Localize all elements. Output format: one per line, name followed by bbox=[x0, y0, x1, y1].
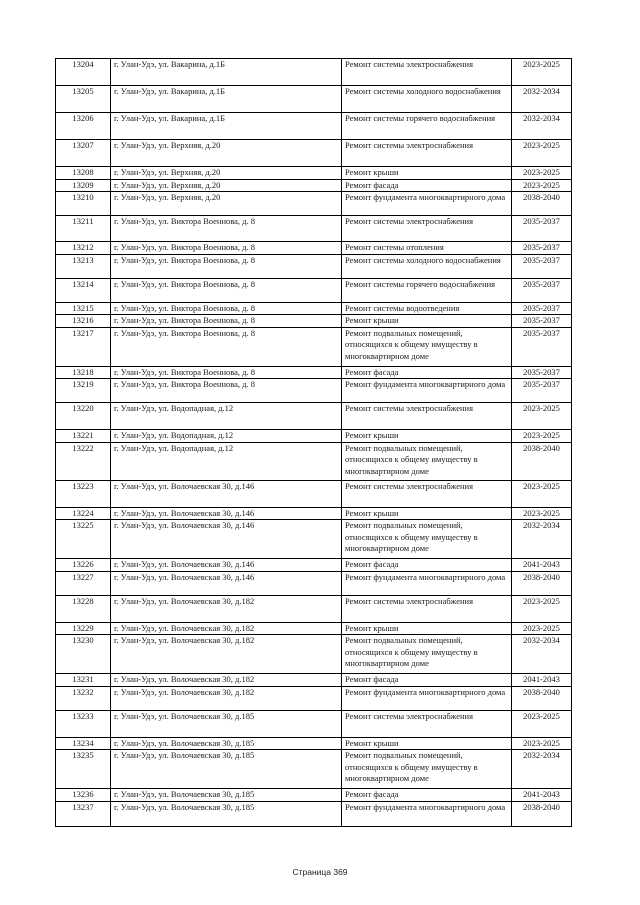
period-cell: 2035-2037 bbox=[512, 366, 572, 379]
address-cell: г. Улан-Удэ, ул. Водопадная, д.12 bbox=[111, 430, 342, 443]
work-type-cell: Ремонт системы электроснабжения bbox=[342, 480, 512, 507]
work-type-cell: Ремонт системы водоотведения bbox=[342, 302, 512, 315]
work-type-cell: Ремонт фасада bbox=[342, 674, 512, 687]
row-id-cell: 13220 bbox=[56, 403, 111, 430]
work-type-cell: Ремонт крыши bbox=[342, 737, 512, 750]
address-cell: г. Улан-Удэ, ул. Волочаевская 30, д.185 bbox=[111, 737, 342, 750]
work-type-cell: Ремонт фундамента многоквартирного дома bbox=[342, 379, 512, 403]
address-cell: г. Улан-Удэ, ул. Волочаевская 30, д.185 bbox=[111, 789, 342, 802]
row-id-cell: 13208 bbox=[56, 167, 111, 180]
period-cell: 2023-2025 bbox=[512, 140, 572, 167]
work-type-cell: Ремонт крыши bbox=[342, 430, 512, 443]
row-id-cell: 13223 bbox=[56, 480, 111, 507]
address-cell: г. Улан-Удэ, ул. Вакарина, д.1Б bbox=[111, 113, 342, 140]
period-cell: 2032-2034 bbox=[512, 635, 572, 674]
repair-schedule-table bbox=[55, 58, 572, 827]
period-cell: 2023-2025 bbox=[512, 710, 572, 737]
table-row bbox=[56, 278, 572, 302]
table-row bbox=[56, 710, 572, 737]
row-id-cell: 13233 bbox=[56, 710, 111, 737]
row-id-cell: 13237 bbox=[56, 801, 111, 826]
work-type-cell: Ремонт фасада bbox=[342, 559, 512, 572]
row-id-cell: 13226 bbox=[56, 559, 111, 572]
period-cell: 2038-2040 bbox=[512, 442, 572, 480]
work-type-cell: Ремонт фундамента многоквартирного дома bbox=[342, 571, 512, 595]
address-cell: г. Улан-Удэ, ул. Виктора Военнова, д. 8 bbox=[111, 379, 342, 403]
table-row bbox=[56, 789, 572, 802]
address-cell: г. Улан-Удэ, ул. Верхняя, д.20 bbox=[111, 140, 342, 167]
row-id-cell: 13215 bbox=[56, 302, 111, 315]
address-cell: г. Улан-Удэ, ул. Верхняя, д.20 bbox=[111, 167, 342, 180]
period-cell: 2035-2037 bbox=[512, 254, 572, 278]
table-row bbox=[56, 403, 572, 430]
row-id-cell: 13232 bbox=[56, 686, 111, 710]
period-cell: 2041-2043 bbox=[512, 789, 572, 802]
table-row bbox=[56, 442, 572, 480]
work-type-cell: Ремонт системы холодного водоснабжения bbox=[342, 254, 512, 278]
row-id-cell: 13235 bbox=[56, 750, 111, 789]
work-type-cell: Ремонт фундамента многоквартирного дома bbox=[342, 192, 512, 216]
row-id-cell: 13225 bbox=[56, 520, 111, 559]
address-cell: г. Улан-Удэ, ул. Волочаевская 30, д.146 bbox=[111, 571, 342, 595]
table-row bbox=[56, 635, 572, 674]
work-type-cell: Ремонт крыши bbox=[342, 315, 512, 328]
table-row bbox=[56, 430, 572, 443]
table-row bbox=[56, 113, 572, 140]
table-row bbox=[56, 366, 572, 379]
address-cell: г. Улан-Удэ, ул. Волочаевская 30, д.182 bbox=[111, 686, 342, 710]
period-cell: 2032-2034 bbox=[512, 520, 572, 559]
period-cell: 2023-2025 bbox=[512, 59, 572, 86]
address-cell: г. Улан-Удэ, ул. Виктора Военнова, д. 8 bbox=[111, 242, 342, 255]
address-cell: г. Улан-Удэ, ул. Волочаевская 30, д.146 bbox=[111, 480, 342, 507]
period-cell: 2032-2034 bbox=[512, 86, 572, 113]
period-cell: 2023-2025 bbox=[512, 430, 572, 443]
row-id-cell: 13216 bbox=[56, 315, 111, 328]
address-cell: г. Улан-Удэ, ул. Вакарина, д.1Б bbox=[111, 86, 342, 113]
work-type-cell: Ремонт фундамента многоквартирного дома bbox=[342, 686, 512, 710]
page-number: Страница 369 bbox=[292, 867, 348, 877]
work-type-cell: Ремонт системы холодного водоснабжения bbox=[342, 86, 512, 113]
table-row bbox=[56, 571, 572, 595]
table-row bbox=[56, 192, 572, 216]
period-cell: 2035-2037 bbox=[512, 315, 572, 328]
row-id-cell: 13211 bbox=[56, 216, 111, 242]
period-cell: 2032-2034 bbox=[512, 750, 572, 789]
work-type-cell: Ремонт системы электроснабжения bbox=[342, 403, 512, 430]
period-cell: 2035-2037 bbox=[512, 216, 572, 242]
table-row bbox=[56, 216, 572, 242]
address-cell: г. Улан-Удэ, ул. Волочаевская 30, д.182 bbox=[111, 674, 342, 687]
table-row bbox=[56, 674, 572, 687]
period-cell: 2023-2025 bbox=[512, 179, 572, 192]
table-row bbox=[56, 242, 572, 255]
row-id-cell: 13214 bbox=[56, 278, 111, 302]
row-id-cell: 13213 bbox=[56, 254, 111, 278]
period-cell: 2035-2037 bbox=[512, 278, 572, 302]
work-type-cell: Ремонт крыши bbox=[342, 507, 512, 520]
work-type-cell: Ремонт системы горячего водоснабжения bbox=[342, 278, 512, 302]
work-type-cell: Ремонт фундамента многоквартирного дома bbox=[342, 801, 512, 826]
row-id-cell: 13222 bbox=[56, 442, 111, 480]
row-id-cell: 13229 bbox=[56, 622, 111, 635]
period-cell: 2038-2040 bbox=[512, 571, 572, 595]
table-row bbox=[56, 327, 572, 366]
row-id-cell: 13230 bbox=[56, 635, 111, 674]
address-cell: г. Улан-Удэ, ул. Виктора Военнова, д. 8 bbox=[111, 254, 342, 278]
work-type-cell: Ремонт системы электроснабжения bbox=[342, 216, 512, 242]
table-body bbox=[56, 59, 572, 827]
address-cell: г. Улан-Удэ, ул. Волочаевская 30, д.146 bbox=[111, 520, 342, 559]
period-cell: 2038-2040 bbox=[512, 192, 572, 216]
period-cell: 2023-2025 bbox=[512, 507, 572, 520]
work-type-cell: Ремонт фасада bbox=[342, 366, 512, 379]
period-cell: 2023-2025 bbox=[512, 167, 572, 180]
row-id-cell: 13224 bbox=[56, 507, 111, 520]
table-row bbox=[56, 801, 572, 826]
address-cell: г. Улан-Удэ, ул. Волочаевская 30, д.185 bbox=[111, 710, 342, 737]
period-cell: 2038-2040 bbox=[512, 686, 572, 710]
address-cell: г. Улан-Удэ, ул. Волочаевская 30, д.185 bbox=[111, 801, 342, 826]
table-row bbox=[56, 520, 572, 559]
table-row bbox=[56, 167, 572, 180]
table-row bbox=[56, 59, 572, 86]
table-row bbox=[56, 622, 572, 635]
table-row bbox=[56, 86, 572, 113]
address-cell: г. Улан-Удэ, ул. Верхняя, д.20 bbox=[111, 179, 342, 192]
work-type-cell: Ремонт крыши bbox=[342, 167, 512, 180]
period-cell: 2023-2025 bbox=[512, 622, 572, 635]
table-row bbox=[56, 686, 572, 710]
address-cell: г. Улан-Удэ, ул. Верхняя, д.20 bbox=[111, 192, 342, 216]
table-row bbox=[56, 750, 572, 789]
work-type-cell: Ремонт системы электроснабжения bbox=[342, 710, 512, 737]
row-id-cell: 13227 bbox=[56, 571, 111, 595]
period-cell: 2023-2025 bbox=[512, 480, 572, 507]
table-row bbox=[56, 254, 572, 278]
period-cell: 2035-2037 bbox=[512, 242, 572, 255]
row-id-cell: 13234 bbox=[56, 737, 111, 750]
work-type-cell: Ремонт системы электроснабжения bbox=[342, 140, 512, 167]
row-id-cell: 13205 bbox=[56, 86, 111, 113]
row-id-cell: 13221 bbox=[56, 430, 111, 443]
period-cell: 2023-2025 bbox=[512, 403, 572, 430]
row-id-cell: 13204 bbox=[56, 59, 111, 86]
row-id-cell: 13210 bbox=[56, 192, 111, 216]
period-cell: 2023-2025 bbox=[512, 595, 572, 622]
table-row bbox=[56, 595, 572, 622]
table-row bbox=[56, 507, 572, 520]
address-cell: г. Улан-Удэ, ул. Виктора Военнова, д. 8 bbox=[111, 315, 342, 328]
row-id-cell: 13209 bbox=[56, 179, 111, 192]
row-id-cell: 13207 bbox=[56, 140, 111, 167]
period-cell: 2041-2043 bbox=[512, 674, 572, 687]
address-cell: г. Улан-Удэ, ул. Водопадная, д.12 bbox=[111, 403, 342, 430]
period-cell: 2038-2040 bbox=[512, 801, 572, 826]
period-cell: 2032-2034 bbox=[512, 113, 572, 140]
address-cell: г. Улан-Удэ, ул. Виктора Военнова, д. 8 bbox=[111, 302, 342, 315]
period-cell: 2041-2043 bbox=[512, 559, 572, 572]
row-id-cell: 13206 bbox=[56, 113, 111, 140]
row-id-cell: 13219 bbox=[56, 379, 111, 403]
table-row bbox=[56, 480, 572, 507]
work-type-cell: Ремонт подвальных помещений, относящихся к общему имуществу в многоквартирном доме bbox=[342, 442, 512, 480]
table-row bbox=[56, 379, 572, 403]
work-type-cell: Ремонт фасада bbox=[342, 789, 512, 802]
address-cell: г. Улан-Удэ, ул. Волочаевская 30, д.185 bbox=[111, 750, 342, 789]
period-cell: 2023-2025 bbox=[512, 737, 572, 750]
table-row bbox=[56, 302, 572, 315]
row-id-cell: 13212 bbox=[56, 242, 111, 255]
address-cell: г. Улан-Удэ, ул. Волочаевская 30, д.182 bbox=[111, 635, 342, 674]
table-row bbox=[56, 315, 572, 328]
work-type-cell: Ремонт подвальных помещений, относящихся к общему имуществу в многоквартирном доме bbox=[342, 750, 512, 789]
table-row bbox=[56, 179, 572, 192]
address-cell: г. Улан-Удэ, ул. Волочаевская 30, д.182 bbox=[111, 622, 342, 635]
work-type-cell: Ремонт подвальных помещений, относящихся к общему имуществу в многоквартирном доме bbox=[342, 520, 512, 559]
address-cell: г. Улан-Удэ, ул. Виктора Военнова, д. 8 bbox=[111, 216, 342, 242]
work-type-cell: Ремонт системы электроснабжения bbox=[342, 59, 512, 86]
work-type-cell: Ремонт системы отопления bbox=[342, 242, 512, 255]
work-type-cell: Ремонт подвальных помещений, относящихся к общему имуществу в многоквартирном доме bbox=[342, 327, 512, 366]
table-row bbox=[56, 737, 572, 750]
work-type-cell: Ремонт фасада bbox=[342, 179, 512, 192]
row-id-cell: 13217 bbox=[56, 327, 111, 366]
period-cell: 2035-2037 bbox=[512, 379, 572, 403]
work-type-cell: Ремонт подвальных помещений, относящихся к общему имуществу в многоквартирном доме bbox=[342, 635, 512, 674]
address-cell: г. Улан-Удэ, ул. Виктора Военнова, д. 8 bbox=[111, 278, 342, 302]
table-row bbox=[56, 559, 572, 572]
address-cell: г. Улан-Удэ, ул. Вакарина, д.1Б bbox=[111, 59, 342, 86]
period-cell: 2035-2037 bbox=[512, 302, 572, 315]
work-type-cell: Ремонт системы электроснабжения bbox=[342, 595, 512, 622]
address-cell: г. Улан-Удэ, ул. Виктора Военнова, д. 8 bbox=[111, 366, 342, 379]
address-cell: г. Улан-Удэ, ул. Волочаевская 30, д.146 bbox=[111, 507, 342, 520]
address-cell: г. Улан-Удэ, ул. Волочаевская 30, д.146 bbox=[111, 559, 342, 572]
period-cell: 2035-2037 bbox=[512, 327, 572, 366]
row-id-cell: 13236 bbox=[56, 789, 111, 802]
row-id-cell: 13218 bbox=[56, 366, 111, 379]
row-id-cell: 13231 bbox=[56, 674, 111, 687]
address-cell: г. Улан-Удэ, ул. Водопадная, д.12 bbox=[111, 442, 342, 480]
address-cell: г. Улан-Удэ, ул. Волочаевская 30, д.182 bbox=[111, 595, 342, 622]
row-id-cell: 13228 bbox=[56, 595, 111, 622]
table-row bbox=[56, 140, 572, 167]
work-type-cell: Ремонт крыши bbox=[342, 622, 512, 635]
address-cell: г. Улан-Удэ, ул. Виктора Военнова, д. 8 bbox=[111, 327, 342, 366]
work-type-cell: Ремонт системы горячего водоснабжения bbox=[342, 113, 512, 140]
